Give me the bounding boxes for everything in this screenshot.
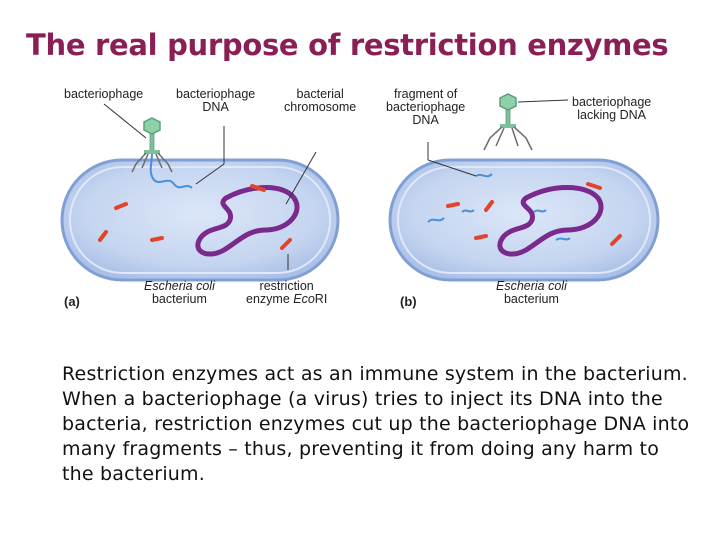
label-bacterial-chromosome: bacterial chromosome xyxy=(284,87,357,114)
label-escheria-coli-b: Escheria coli bacterium xyxy=(496,279,567,306)
slide-caption: Restriction enzymes act as an immune system in the bacterium. When a bacteriophage (a virus) tries to inject its DNA into the bacteria, restriction enzymes cut up the bacteriophage DNA into many fragments – thus, preventing it from doing any harm to the bacterium. xyxy=(62,363,690,485)
label-fragment-of-phage-dna: fragment of bacteriophage DNA xyxy=(386,87,466,127)
panel-b-tag: (b) xyxy=(400,294,417,309)
label-restriction-enzyme: restriction enzyme EcoRI xyxy=(246,279,328,306)
label-bacteriophage: bacteriophage xyxy=(64,87,144,101)
label-escheria-coli-a: Escheria coli bacterium xyxy=(144,279,215,306)
slide-title: The real purpose of restriction enzymes xyxy=(26,28,669,62)
panel-a-cell xyxy=(62,160,338,280)
panel-b-bacteriophage-lacking-dna xyxy=(484,94,532,150)
label-bacteriophage-lacking-dna: bacteriophage lacking DNA xyxy=(572,95,652,122)
label-bacteriophage-dna: bacteriophage DNA xyxy=(176,87,256,114)
restriction-enzyme-diagram xyxy=(56,80,676,320)
panel-a-tag: (a) xyxy=(64,294,80,309)
